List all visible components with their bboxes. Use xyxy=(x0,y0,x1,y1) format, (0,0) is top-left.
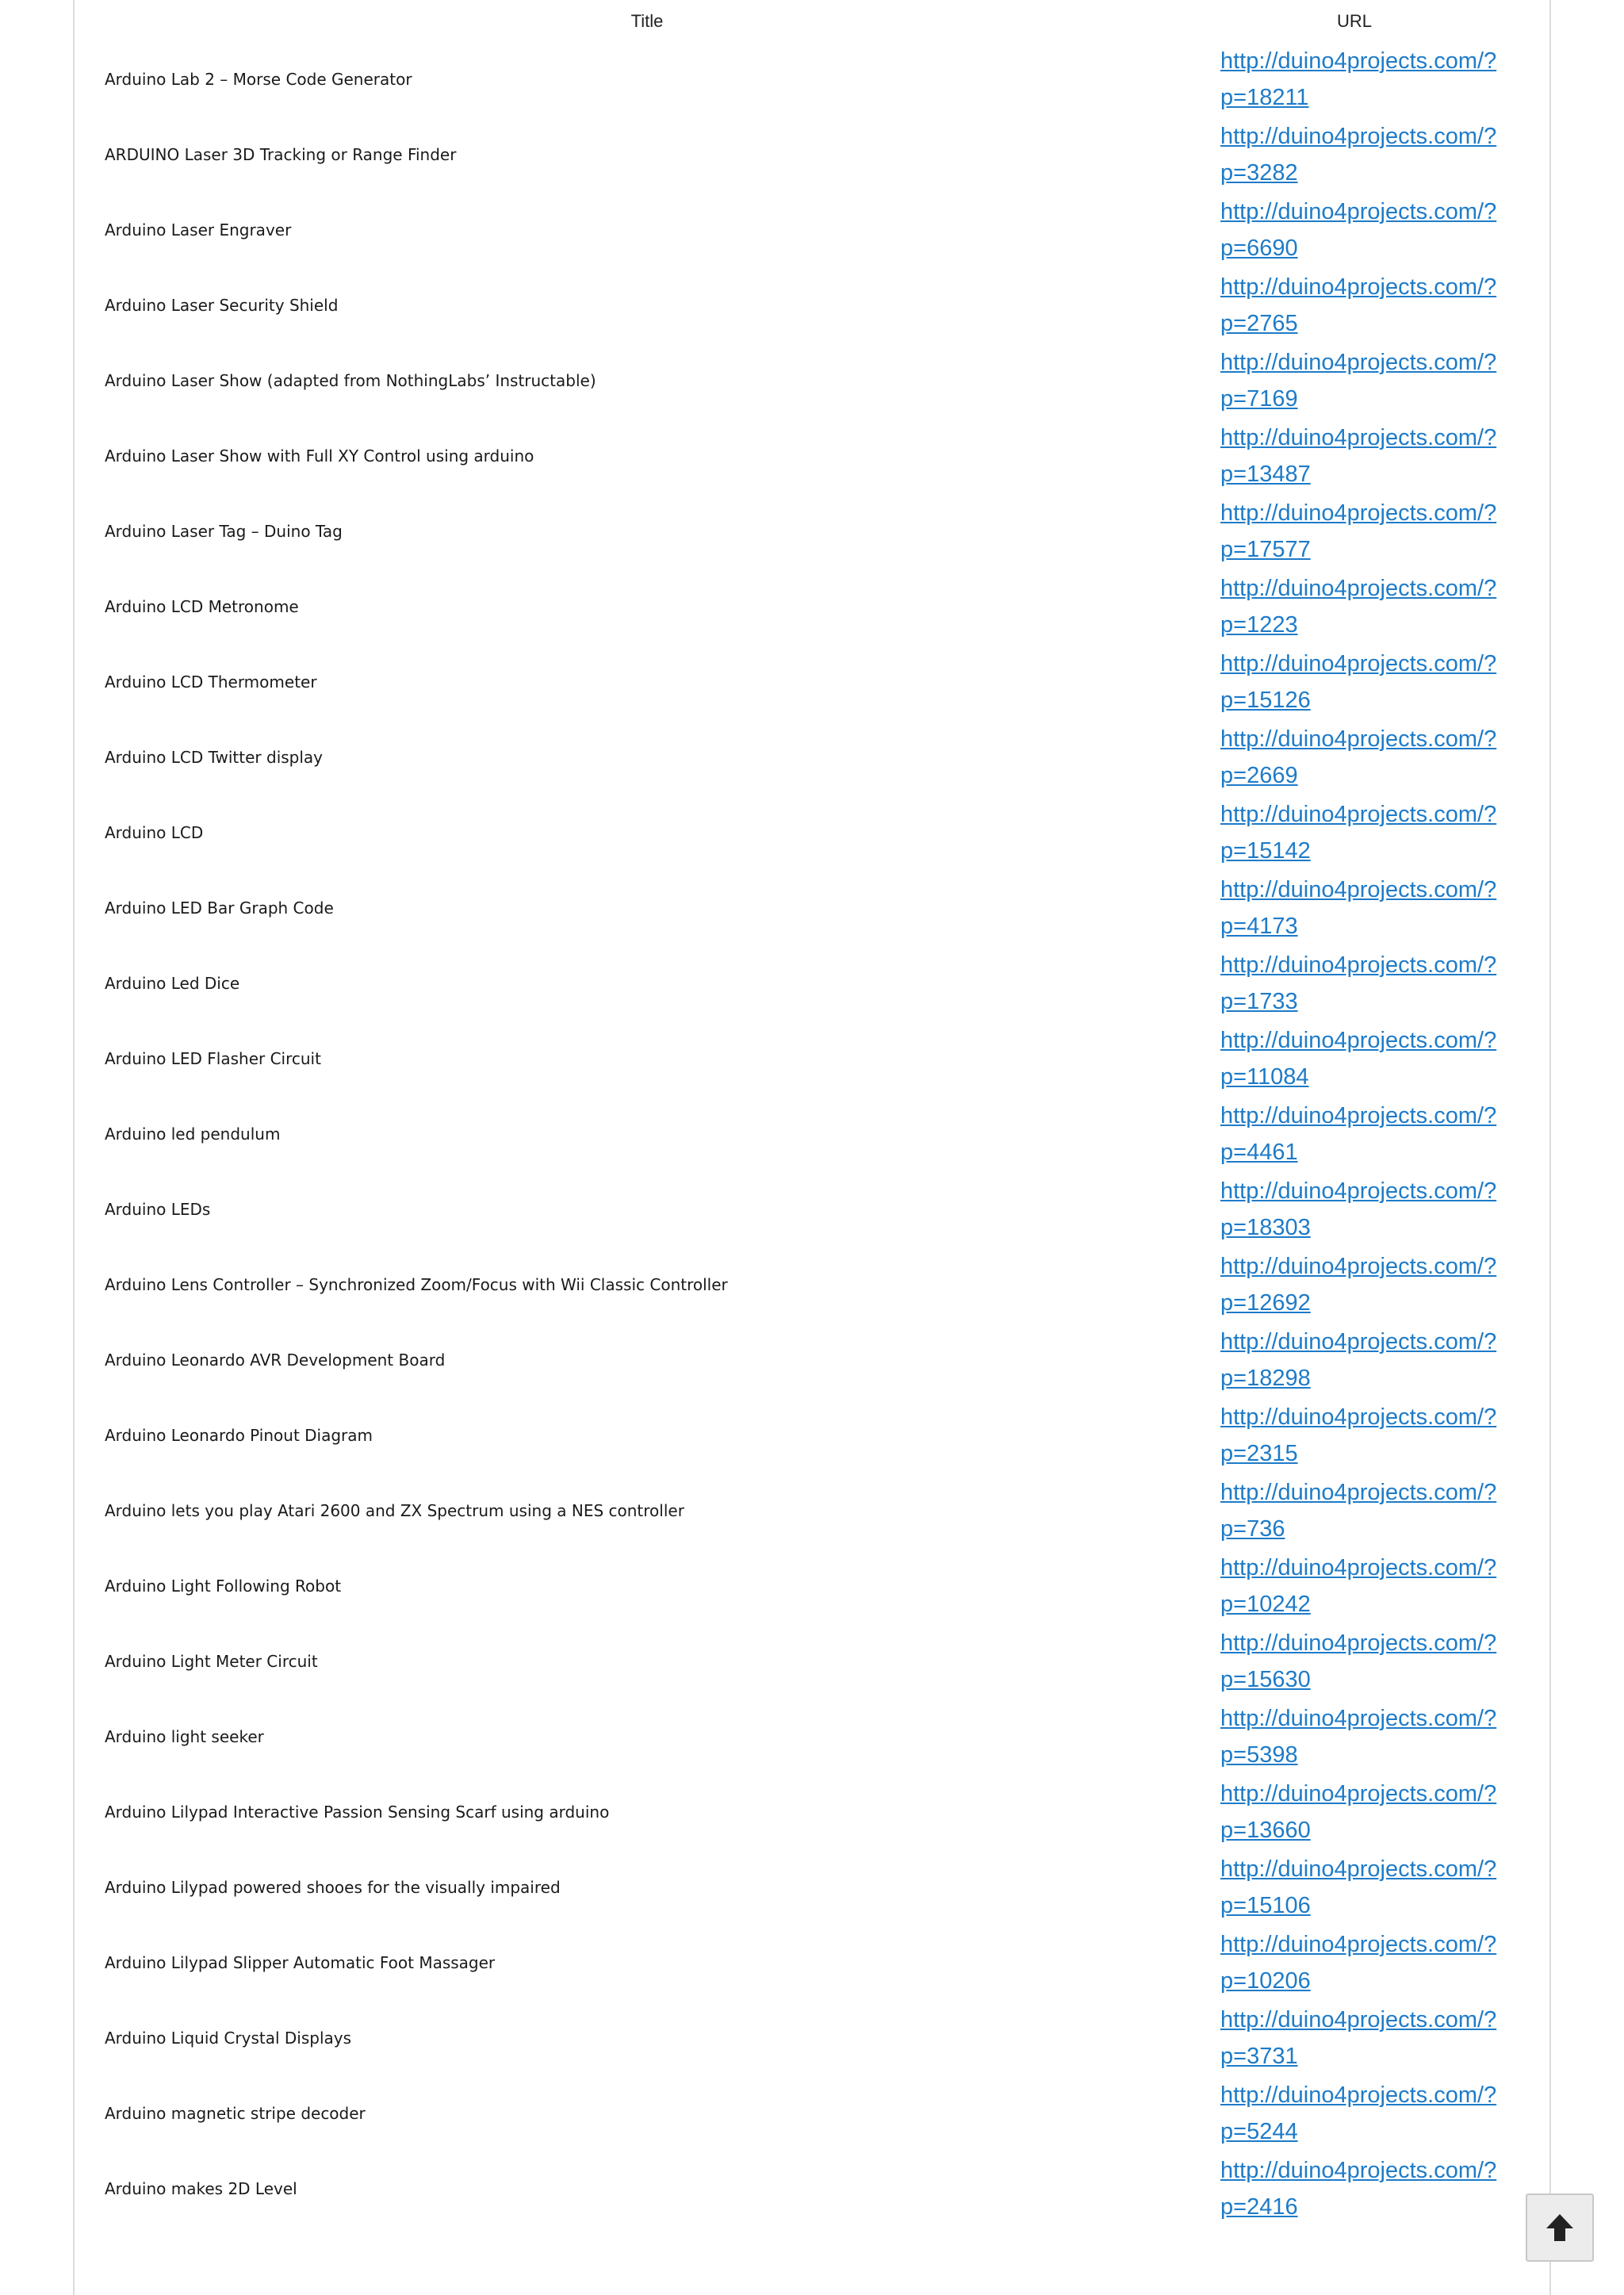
table-row xyxy=(75,719,1549,795)
row-url-cell xyxy=(1220,870,1549,945)
row-title: Arduino light seeker xyxy=(105,1726,264,1746)
row-url-cell xyxy=(1220,1096,1549,1171)
row-title: Arduino Lilypad powered shooes for the visually impaired xyxy=(105,1877,561,1897)
row-url-cell xyxy=(1220,795,1549,870)
project-link[interactable]: http://duino4projects.com/?p=7169 xyxy=(1220,349,1497,412)
row-title: Arduino Lens Controller – Synchronized Zoom/Focus with Wii Classic Controller xyxy=(105,1274,728,1294)
row-url-cell xyxy=(1220,493,1549,569)
table-row xyxy=(75,1021,1549,1096)
table-row xyxy=(75,1548,1549,1623)
row-title: Arduino LCD Twitter display xyxy=(105,747,324,767)
row-url-cell xyxy=(1220,1699,1549,1774)
project-link[interactable]: http://duino4projects.com/?p=5398 xyxy=(1220,1705,1497,1768)
project-link[interactable]: http://duino4projects.com/?p=18303 xyxy=(1220,1178,1497,1240)
table-row xyxy=(75,795,1549,870)
table-row xyxy=(75,1171,1549,1247)
row-url-cell xyxy=(1220,1322,1549,1397)
project-link[interactable]: http://duino4projects.com/?p=15142 xyxy=(1220,801,1497,864)
project-link[interactable]: http://duino4projects.com/?p=3282 xyxy=(1220,123,1497,186)
project-link[interactable]: http://duino4projects.com/?p=2669 xyxy=(1220,726,1497,788)
project-link[interactable]: http://duino4projects.com/?p=15106 xyxy=(1220,1856,1497,1918)
row-title: Arduino makes 2D Level xyxy=(105,2178,297,2198)
table-row xyxy=(75,192,1549,267)
project-link[interactable]: http://duino4projects.com/?p=13487 xyxy=(1220,424,1497,487)
row-url-cell xyxy=(1220,2075,1549,2151)
row-url-cell xyxy=(1220,569,1549,644)
project-link[interactable]: http://duino4projects.com/?p=15126 xyxy=(1220,650,1497,713)
table-row xyxy=(75,418,1549,493)
row-url-cell xyxy=(1220,2151,1549,2226)
project-link[interactable]: http://duino4projects.com/?p=1223 xyxy=(1220,575,1497,638)
row-url-cell xyxy=(1220,2000,1549,2075)
project-link[interactable]: http://duino4projects.com/?p=10242 xyxy=(1220,1554,1497,1617)
row-title: Arduino magnetic stripe decoder xyxy=(105,2103,366,2123)
table-row xyxy=(75,1699,1549,1774)
arrow-up-icon xyxy=(1544,2212,1576,2243)
project-link[interactable]: http://duino4projects.com/?p=2416 xyxy=(1220,2157,1497,2220)
project-link[interactable]: http://duino4projects.com/?p=2315 xyxy=(1220,1404,1497,1466)
scroll-to-top-button[interactable] xyxy=(1526,2193,1594,2262)
table-row xyxy=(75,1925,1549,2000)
row-title: Arduino Laser Show with Full XY Control using arduino xyxy=(105,446,534,466)
row-title: Arduino LED Bar Graph Code xyxy=(105,898,334,918)
table-row xyxy=(75,267,1549,343)
row-url-cell xyxy=(1220,1397,1549,1473)
row-url-cell xyxy=(1220,1849,1549,1925)
row-url-cell xyxy=(1220,267,1549,343)
row-title: Arduino Light Following Robot xyxy=(105,1576,342,1596)
row-title: Arduino Lilypad Interactive Passion Sensing Scarf using arduino xyxy=(105,1802,610,1822)
row-url-cell xyxy=(1220,41,1549,117)
table-row xyxy=(75,1096,1549,1171)
table-row xyxy=(75,569,1549,644)
project-link[interactable]: http://duino4projects.com/?p=18298 xyxy=(1220,1328,1497,1391)
row-title: Arduino Leonardo AVR Development Board xyxy=(105,1350,446,1370)
row-title: Arduino LCD Metronome xyxy=(105,596,299,616)
table-row xyxy=(75,2000,1549,2075)
table-row xyxy=(75,2075,1549,2151)
row-title: ARDUINO Laser 3D Tracking or Range Finder xyxy=(105,144,457,164)
project-link[interactable]: http://duino4projects.com/?p=736 xyxy=(1220,1479,1497,1542)
row-title: Arduino Laser Engraver xyxy=(105,220,292,239)
row-url-cell xyxy=(1220,1247,1549,1322)
project-link[interactable]: http://duino4projects.com/?p=1733 xyxy=(1220,952,1497,1014)
row-url-cell xyxy=(1220,1925,1549,2000)
row-title: Arduino Lilypad Slipper Automatic Foot Massager xyxy=(105,1952,496,1972)
table-row xyxy=(75,117,1549,192)
row-url-cell xyxy=(1220,719,1549,795)
row-title: Arduino Laser Show (adapted from NothingLabs’ Instructable) xyxy=(105,370,596,390)
table-row xyxy=(75,41,1549,117)
row-title: Arduino Laser Security Shield xyxy=(105,295,339,315)
table-row xyxy=(75,1322,1549,1397)
row-url-cell xyxy=(1220,1774,1549,1849)
table-row xyxy=(75,1623,1549,1699)
row-url-cell xyxy=(1220,644,1549,719)
project-link[interactable]: http://duino4projects.com/?p=12692 xyxy=(1220,1253,1497,1316)
table-row xyxy=(75,644,1549,719)
row-title: Arduino Led Dice xyxy=(105,973,240,993)
table-row xyxy=(75,1397,1549,1473)
row-url-cell xyxy=(1220,1473,1549,1548)
project-link[interactable]: http://duino4projects.com/?p=3731 xyxy=(1220,2006,1497,2069)
table-body xyxy=(75,41,1549,2226)
projects-table xyxy=(75,41,1549,2226)
row-url-cell xyxy=(1220,1171,1549,1247)
project-link[interactable]: http://duino4projects.com/?p=10206 xyxy=(1220,1931,1497,1994)
row-url-cell xyxy=(1220,418,1549,493)
row-title: Arduino Liquid Crystal Displays xyxy=(105,2028,352,2048)
table-row xyxy=(75,1473,1549,1548)
row-title: Arduino LEDs xyxy=(105,1199,211,1219)
row-url-cell xyxy=(1220,1548,1549,1623)
row-title: Arduino Leonardo Pinout Diagram xyxy=(105,1425,373,1445)
project-link[interactable]: http://duino4projects.com/?p=5244 xyxy=(1220,2082,1497,2144)
row-title: Arduino Laser Tag – Duino Tag xyxy=(105,521,343,541)
project-link[interactable]: http://duino4projects.com/?p=6690 xyxy=(1220,198,1497,261)
table-row xyxy=(75,945,1549,1021)
table-row xyxy=(75,1849,1549,1925)
table-row xyxy=(75,343,1549,418)
row-title: Arduino Light Meter Circuit xyxy=(105,1651,318,1671)
row-title: Arduino Lab 2 – Morse Code Generator xyxy=(105,69,412,89)
row-url-cell xyxy=(1220,945,1549,1021)
column-header-title: Title xyxy=(630,11,664,31)
project-link[interactable]: http://duino4projects.com/?p=11084 xyxy=(1220,1027,1497,1090)
row-url-cell xyxy=(1220,117,1549,192)
project-link[interactable]: http://duino4projects.com/?p=18211 xyxy=(1220,48,1497,110)
column-header-url: URL xyxy=(1336,11,1372,31)
row-url-cell xyxy=(1220,343,1549,418)
table-row xyxy=(75,1774,1549,1849)
row-title: Arduino LCD xyxy=(105,822,204,842)
table-row xyxy=(75,1247,1549,1322)
project-link[interactable]: http://duino4projects.com/?p=4461 xyxy=(1220,1102,1497,1165)
table-row xyxy=(75,2151,1549,2226)
table-row xyxy=(75,870,1549,945)
row-url-cell xyxy=(1220,1021,1549,1096)
row-url-cell xyxy=(1220,192,1549,267)
row-title: Arduino LED Flasher Circuit xyxy=(105,1048,321,1068)
row-url-cell xyxy=(1220,1623,1549,1699)
project-link[interactable]: http://duino4projects.com/?p=4173 xyxy=(1220,876,1497,939)
project-link[interactable]: http://duino4projects.com/?p=15630 xyxy=(1220,1630,1497,1692)
row-title: Arduino led pendulum xyxy=(105,1124,281,1144)
row-title: Arduino LCD Thermometer xyxy=(105,672,317,692)
row-title: Arduino lets you play Atari 2600 and ZX Spectrum using a NES controller xyxy=(105,1500,684,1520)
project-link[interactable]: http://duino4projects.com/?p=13660 xyxy=(1220,1780,1497,1843)
table-row xyxy=(75,493,1549,569)
project-link[interactable]: http://duino4projects.com/?p=17577 xyxy=(1220,500,1497,562)
project-link[interactable]: http://duino4projects.com/?p=2765 xyxy=(1220,274,1497,336)
